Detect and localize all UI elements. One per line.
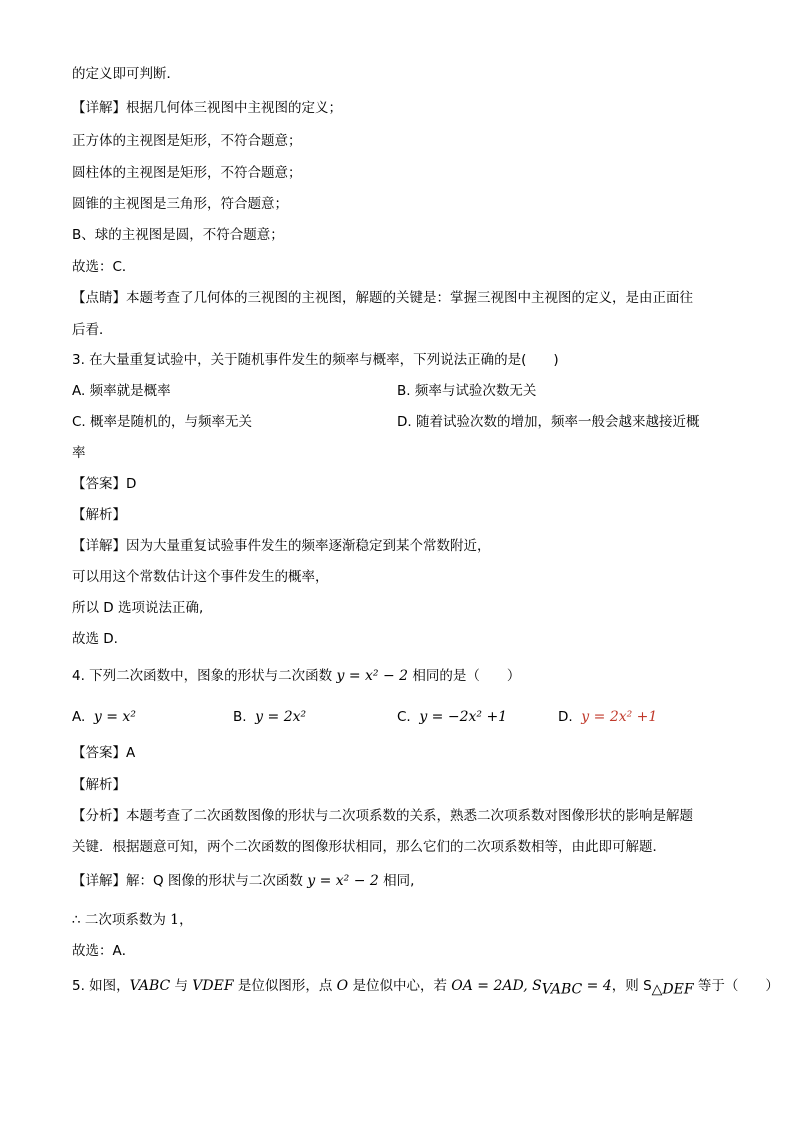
q4-detail-text-end: ， — [179, 912, 193, 928]
q3-conclusion: 故选 D. — [72, 631, 118, 647]
q5-condition-value: = 4 — [582, 978, 612, 994]
q3-detail-line: 可以用这个常数估计这个事件发生的概率， — [72, 569, 329, 585]
q5-condition: OA = 2AD, S — [451, 978, 542, 994]
q5-text: 5. 如图， — [72, 978, 130, 994]
q5-text: 与 — [170, 978, 193, 994]
q5-condition-subscript: VABC — [541, 981, 583, 998]
option-formula: y = 2x² — [255, 709, 307, 725]
q3-option-d-continued: 率 — [72, 445, 86, 461]
q4-analysis-heading: 【解析】 — [72, 777, 126, 793]
text-line: 故选：C． — [72, 259, 136, 275]
q4-analysis-line: 关键．根据题意可知，两个二次函数的图像形状相同，那么它们的二次项系数相等，由此即可解题． — [72, 839, 666, 855]
question-4-stem — [72, 666, 520, 686]
question-5-stem — [72, 976, 779, 996]
q5-text: 是位似图形，点 — [233, 978, 337, 994]
q4-detail-line — [72, 871, 414, 891]
q3-option-a: A. 频率就是概率 — [72, 383, 171, 399]
option-label: A. — [72, 709, 86, 725]
q4-detail-text: 【详解】解：Q 图像的形状与二次函数 — [72, 873, 308, 889]
q4-detail-text: ∴ 二次项系数为 — [72, 912, 171, 928]
q4-detail-formula: y = x² − 2 — [307, 873, 379, 889]
text-line: B、球的主视图是圆，不符合题意； — [72, 227, 284, 243]
q4-option-d — [558, 707, 657, 727]
q4-analysis-line: 【分析】本题考查了二次函数图像的形状与二次项系数的关系，熟悉二次项系数对图像形状的影响是解题 — [72, 808, 693, 824]
q5-text: 是位似中心，若 — [348, 978, 452, 994]
text-line: 【点睛】本题考查了几何体的三视图的主视图，解题的关键是：掌握三视图中主视图的定义，是由正面往 — [72, 290, 693, 306]
q3-detail-line: 【详解】因为大量重复试验事件发生的频率逐渐稳定到某个常数附近， — [72, 538, 491, 554]
q4-detail-text-end: 相同, — [378, 873, 415, 889]
text-line: 圆锥的主视图是三角形，符合题意； — [72, 196, 288, 212]
q5-point-o: O — [336, 978, 349, 994]
q4-stem-text-end: 相同的是（ ） — [408, 668, 521, 684]
q3-option-c: C. 概率是随机的，与频率无关 — [72, 414, 253, 430]
q3-option-b: B. 频率与试验次数无关 — [397, 383, 537, 399]
text-line: 后看． — [72, 322, 113, 338]
text-line: 正方体的主视图是矩形，不符合题意； — [72, 133, 302, 149]
q5-text: ，则 S — [611, 978, 652, 994]
q3-answer: 【答案】D — [72, 476, 137, 492]
q4-detail-number: 1 — [170, 912, 180, 928]
q5-area-subscript: △DEF — [651, 981, 694, 998]
option-label: C. — [397, 709, 411, 725]
option-formula: y = −2x² +1 — [419, 709, 508, 725]
q5-triangle-def: VDEF — [192, 978, 234, 994]
q3-analysis-heading: 【解析】 — [72, 507, 126, 523]
q3-option-d: D. 随着试验次数的增加，频率一般会越来越接近概 — [397, 414, 700, 430]
q4-option-a — [72, 707, 136, 727]
q5-text: 等于（ ） — [693, 978, 779, 994]
option-label: D. — [558, 709, 573, 725]
q3-detail-line: 所以 D 选项说法正确, — [72, 600, 204, 616]
q4-option-b — [233, 707, 306, 727]
q4-stem-formula: y = x² − 2 — [336, 668, 409, 684]
text-line: 【详解】根据几何体三视图中主视图的定义； — [72, 100, 342, 116]
q4-detail-line — [72, 910, 193, 930]
q5-triangle-abc: VABC — [129, 978, 171, 994]
q4-option-c — [397, 707, 507, 727]
q4-answer: 【答案】A — [72, 745, 136, 761]
option-formula: y = x² — [93, 709, 136, 725]
q4-conclusion: 故选：A． — [72, 943, 136, 959]
option-label: B. — [233, 709, 247, 725]
question-3-stem: 3. 在大量重复试验中，关于随机事件发生的频率与概率，下列说法正确的是( ) — [72, 352, 559, 368]
option-formula: y = 2x² +1 — [581, 709, 658, 725]
q4-stem-text: 4. 下列二次函数中，图象的形状与二次函数 — [72, 668, 337, 684]
text-line: 圆柱体的主视图是矩形，不符合题意； — [72, 165, 302, 181]
text-line: 的定义即可判断． — [72, 66, 180, 82]
